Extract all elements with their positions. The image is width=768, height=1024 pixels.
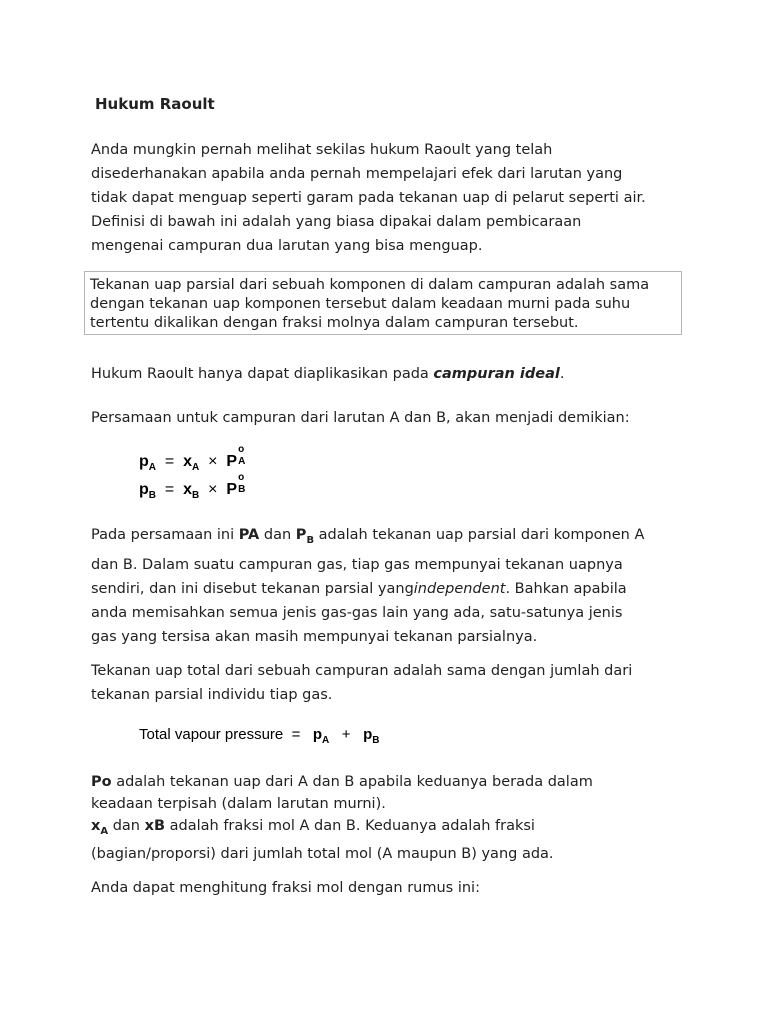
po-line: Po adalah tekanan uap dari A dan B apabila keduanya berada dalam [91,774,593,790]
po-line: $x_A$ dan xB adalah fraksi mol A dan B. Keduanya adalah fraksi [91,818,535,837]
equation-pb [139,472,249,502]
tvp-pa: p [312,726,323,743]
intro-line: Definisi di bawah ini adalah yang biasa dipakai dalam pembicaraan [91,214,582,230]
independent-italic: independent [413,580,506,597]
definition-line: dengan tekanan uap komponen tersebut dalam keadaan murni pada suhu [90,296,631,312]
closing-sentence: Anda dapat menghitung fraksi mol dengan rumus ini: [91,880,480,896]
ideal-emphasis: campuran ideal [433,366,560,382]
pb-bold: $P_B$ [295,527,315,546]
eq-p-subscript: A [148,462,157,474]
explanation-line: Pada persamaan ini PA dan $P_B$ adalah tekanan uap parsial dari komponen A [91,527,645,546]
eq-P-superscript: o [238,444,245,455]
eq-P-supsub [237,472,249,495]
eq-x-symbol: x [183,481,193,498]
ideal-text-before: Hukum Raoult hanya dapat diaplikasikan pada [91,366,434,382]
po-line: keadaan terpisah (dalam larutan murni). [91,796,386,812]
explanation-line: anda memisahkan semua jenis gas-gas lain yang ada, satu-satunya jenis [91,604,623,621]
definition-line: Tekanan uap parsial dari sebuah komponen di dalam campuran adalah sama [90,277,650,293]
tvp-equals: = [291,726,301,743]
total-line: tekanan parsial individu tiap gas. [91,687,333,703]
tvp-plus: + [341,726,351,743]
eq-equals: = [164,481,175,498]
explanation-line: gas yang tersisa akan masih mempunyai tekanan parsialnya. [91,628,538,645]
definition-box [84,271,682,335]
tvp-pb: p [363,726,373,743]
intro-line: mengenai campuran dua larutan yang bisa menguap. [91,238,483,254]
eq-x-subscript: B [192,490,200,502]
page-title: Hukum Raoult [95,95,215,113]
eq-x-subscript: A [192,462,200,474]
eq-P-symbol: P [226,481,238,498]
eq-p-subscript: B [148,490,157,502]
eq-equals: = [164,453,175,470]
eq-P-symbol: P [226,453,238,470]
total-line: Tekanan uap total dari sebuah campuran adalah sama dengan jumlah dari [91,663,633,679]
intro-line: tidak dapat menguap seperti garam pada tekanan uap di pelarut seperti air. [91,190,646,206]
equation-intro: Persamaan untuk campuran dari larutan A dan B, akan menjadi demikian: [91,410,630,426]
eq-times: × [208,481,218,498]
intro-line: disederhanakan apabila anda pernah mempelajari efek dari larutan yang [91,166,623,182]
explanation-line: dan B. Dalam suatu campuran gas, tiap gas mempunyai tekanan uapnya [91,556,623,573]
eq-times: × [208,453,218,470]
total-vapour-equation: Total vapour pressure = $p_A$ + $p_B$ [139,726,380,746]
definition-line: tertentu dikalikan dengan fraksi molnya dalam campuran tersebut. [90,315,579,331]
explanation-paragraph [91,523,644,649]
pa-bold: PA [238,527,260,543]
intro-line: Anda mungkin pernah melihat sekilas hukum Raoult yang telah [91,142,553,158]
equation-pa [139,444,249,474]
eq-p-symbol: p [139,453,149,470]
tvp-label: Total vapour pressure [139,726,284,743]
po-line: (bagian/proporsi) dari jumlah total mol (A maupun B) yang ada. [91,845,554,862]
ideal-mixture-sentence [91,362,564,386]
eq-p-symbol: p [139,481,149,498]
explanation-line: sendiri, dan ini disebut tekanan parsial yangindependent. Bahkan apabila [91,580,627,597]
ideal-text-after: . [559,366,565,382]
eq-P-superscript: o [238,472,245,483]
po-note-paragraph [91,771,593,865]
intro-paragraph [91,138,646,258]
eq-x-symbol: x [183,453,193,470]
eq-P-subscript: A [238,456,246,467]
total-pressure-paragraph [91,659,632,707]
eq-P-supsub [237,444,249,467]
eq-P-subscript: B [238,484,246,495]
